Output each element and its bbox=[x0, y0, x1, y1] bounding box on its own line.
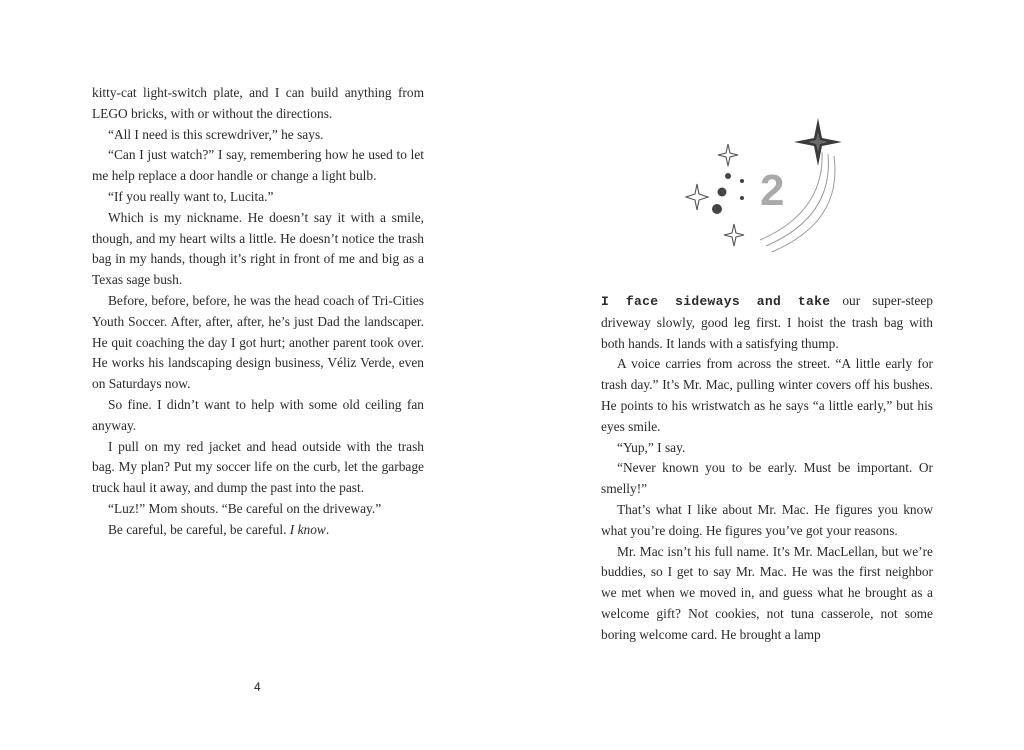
paragraph: “Never known you to be early. Must be important. Or smelly!” bbox=[601, 460, 933, 497]
paragraph: “Can I just watch?” I say, remembering how he used to let me help replace a door handle or change a light bulb. bbox=[92, 147, 424, 184]
sparkle-icon bbox=[686, 144, 744, 246]
paragraph-end: . bbox=[325, 521, 330, 537]
paragraph: “Yup,” I say. bbox=[617, 439, 686, 455]
left-page-text bbox=[92, 83, 424, 541]
paragraph: Before, before, before, he was the head coach of Tri-Cities Youth Soccer. After, after, after, he’s just Dad the landscaper. He quit coaching the day I got hurt; another parent took over. He works his landscaping design business, Véliz Verde, even on Saturdays now. bbox=[92, 292, 424, 392]
page-number: 4 bbox=[254, 680, 261, 694]
paragraph: That’s what I like about Mr. Mac. He figures you know what you’re doing. He figures you’ve got your reasons. bbox=[601, 501, 933, 538]
paragraph: Mr. Mac isn’t his full name. It’s Mr. MacLellan, but we’re buddies, so I get to say Mr. Mac. He was the first neighbor we met when we moved in, and guess what he brought as a welcome gift? Not cookies, not tuna casserole, not some boring welcome card. He brought a lamp bbox=[601, 543, 933, 642]
emphasis-text: I know bbox=[289, 521, 326, 537]
shooting-star-ornament-icon bbox=[672, 112, 852, 262]
right-page-text bbox=[601, 291, 933, 646]
paragraph: “Luz!” Mom shouts. “Be careful on the driveway.” bbox=[108, 500, 382, 516]
paragraph: “All I need is this screwdriver,” he says. bbox=[108, 126, 324, 142]
dots-icon bbox=[712, 173, 744, 214]
right-page bbox=[512, 0, 1024, 750]
paragraph-text: Be careful, be careful, be careful. bbox=[108, 521, 290, 537]
paragraph: Which is my nickname. He doesn’t say it with a smile, though, and my heart wilts a little. He doesn’t notice the trash bag in my hands, though it’s right in front of me and big as a Texas sage bush. bbox=[92, 209, 424, 288]
paragraph: “If you really want to, Lucita.” bbox=[108, 188, 274, 204]
paragraph: kitty-cat light-switch plate, and I can build anything from LEGO bricks, with or without the directions. bbox=[92, 85, 424, 121]
paragraph: I pull on my red jacket and head outside with the trash bag. My plan? Put my soccer life on the curb, let the garbage truck haul it away, and dump the past into the past. bbox=[92, 438, 424, 496]
paragraph: So fine. I didn’t want to help with some old ceiling fan anyway. bbox=[92, 396, 424, 433]
paragraph: A voice carries from across the street. “A little early for trash day.” It’s Mr. Mac, pulling winter covers off his bushes. He points to his wristwatch as he says “a little early,” but his eyes smile. bbox=[601, 356, 933, 434]
paragraph-text: our super-steep driveway slowly, good leg first. I hoist the trash bag with both hands. It lands with a satisfying thump. bbox=[601, 293, 933, 351]
chapter-lead-in: I face sideways and take bbox=[601, 294, 831, 309]
chapter-number: 2 bbox=[760, 166, 785, 215]
last-paragraph bbox=[92, 520, 424, 541]
opening-paragraph bbox=[601, 291, 933, 354]
